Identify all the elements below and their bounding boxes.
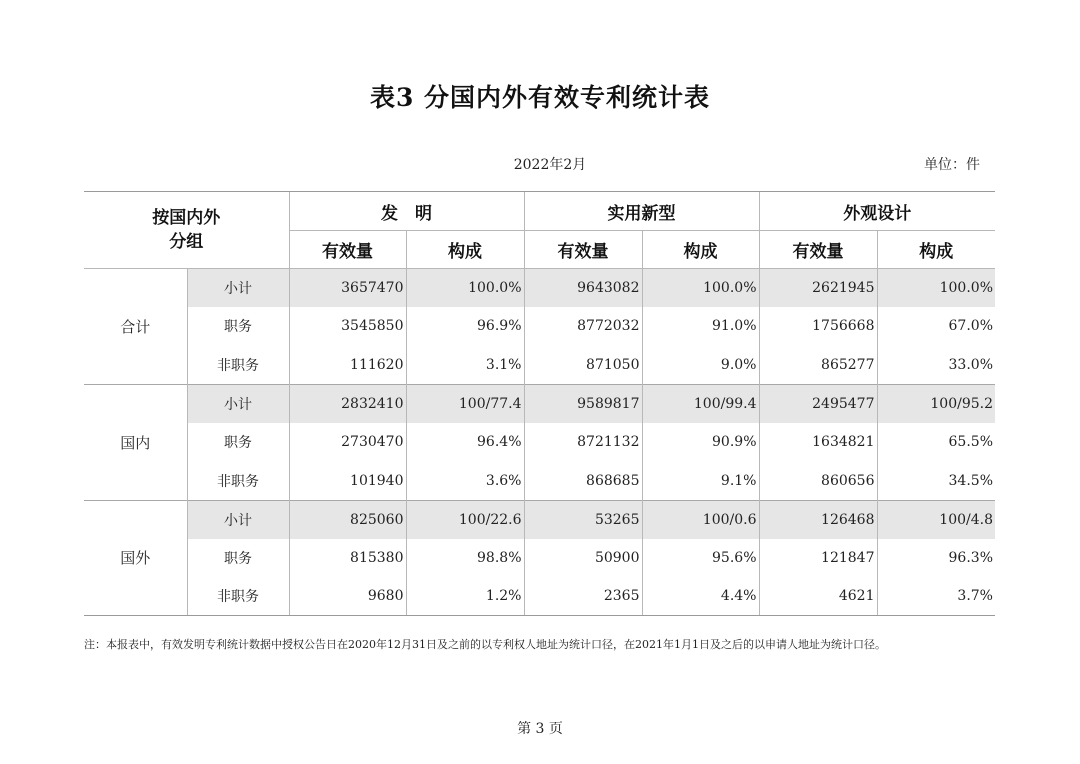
- category-header-utility-model: 实用新型: [524, 192, 759, 231]
- table-row: [84, 461, 995, 500]
- category-header-invention: 发 明: [289, 192, 524, 231]
- data-cell: 100.0%: [877, 269, 995, 308]
- data-cell: 100/4.8: [877, 500, 995, 539]
- data-cell: 8772032: [524, 307, 642, 346]
- page-number: 第 3 页: [517, 721, 563, 737]
- table-title: 表3 分国内外有效专利统计表: [369, 83, 711, 112]
- table-row: [84, 384, 995, 423]
- data-cell: 1756668: [759, 307, 877, 346]
- data-cell: 1634821: [759, 423, 877, 462]
- data-cell: 2832410: [289, 384, 406, 423]
- data-cell: 34.5%: [877, 461, 995, 500]
- data-cell: 65.5%: [877, 423, 995, 462]
- data-cell: 96.4%: [406, 423, 524, 462]
- row-label: 职务: [187, 539, 289, 578]
- data-cell: 3657470: [289, 269, 406, 308]
- group-name: 合计: [120, 317, 151, 336]
- data-cell: 100/77.4: [406, 384, 524, 423]
- data-cell: 100/99.4: [642, 384, 759, 423]
- data-cell: 101940: [289, 461, 406, 500]
- data-cell: 96.3%: [877, 539, 995, 578]
- footnote: 注：本报表中，有效发明专利统计数据中授权公告日在2020年12月31日及之前的以专利权人地址为统计口径，在2021年1月1日及之后的以申请人地址为统计口径。: [84, 638, 886, 651]
- row-label: 非职务: [187, 346, 289, 385]
- group-header-label: 按国内外 分组: [152, 208, 221, 252]
- data-cell: 100/22.6: [406, 500, 524, 539]
- data-cell: 98.8%: [406, 539, 524, 578]
- data-cell: 860656: [759, 461, 877, 500]
- data-cell: 3.6%: [406, 461, 524, 500]
- data-cell: 33.0%: [877, 346, 995, 385]
- data-cell: 868685: [524, 461, 642, 500]
- data-cell: 825060: [289, 500, 406, 539]
- table-row: [84, 577, 995, 616]
- data-cell: 2495477: [759, 384, 877, 423]
- subheader-valid-count: 有效量: [289, 231, 406, 269]
- row-label: 职务: [187, 423, 289, 462]
- data-cell: 100/95.2: [877, 384, 995, 423]
- data-cell: 100.0%: [642, 269, 759, 308]
- table-row: [84, 307, 995, 346]
- subheader-composition: 构成: [642, 231, 759, 269]
- data-cell: 90.9%: [642, 423, 759, 462]
- data-cell: 121847: [759, 539, 877, 578]
- data-cell: 2730470: [289, 423, 406, 462]
- data-cell: 111620: [289, 346, 406, 385]
- data-cell: 4621: [759, 577, 877, 616]
- subheader-valid-count: 有效量: [524, 231, 642, 269]
- data-cell: 3545850: [289, 307, 406, 346]
- data-cell: 865277: [759, 346, 877, 385]
- group-name: 国内: [84, 384, 187, 500]
- row-label: 非职务: [187, 577, 289, 616]
- unit-label: 单位：件: [924, 157, 980, 173]
- table-row: [84, 346, 995, 385]
- data-cell: 4.4%: [642, 577, 759, 616]
- data-cell: 9643082: [524, 269, 642, 308]
- patent-statistics-table: [84, 191, 995, 616]
- data-cell: 3.7%: [877, 577, 995, 616]
- table-row: [84, 539, 995, 578]
- data-cell: 100/0.6: [642, 500, 759, 539]
- data-cell: 100.0%: [406, 269, 524, 308]
- report-date: 2022年2月: [513, 157, 587, 173]
- group-name: 国外: [84, 500, 187, 616]
- data-cell: 126468: [759, 500, 877, 539]
- group-header: [84, 192, 289, 269]
- row-label: 小计: [187, 269, 289, 308]
- data-cell: 91.0%: [642, 307, 759, 346]
- row-label: 小计: [187, 384, 289, 423]
- data-cell: 9.1%: [642, 461, 759, 500]
- data-cell: 50900: [524, 539, 642, 578]
- data-cell: 815380: [289, 539, 406, 578]
- subheader-composition: 构成: [406, 231, 524, 269]
- data-cell: 95.6%: [642, 539, 759, 578]
- table-row: [84, 423, 995, 462]
- subheader-valid-count: 有效量: [759, 231, 877, 269]
- table-row: [84, 269, 995, 308]
- data-cell: 1.2%: [406, 577, 524, 616]
- row-label: 职务: [187, 307, 289, 346]
- data-cell: 3.1%: [406, 346, 524, 385]
- data-cell: 8721132: [524, 423, 642, 462]
- data-cell: 871050: [524, 346, 642, 385]
- data-cell: 2365: [524, 577, 642, 616]
- data-cell: 2621945: [759, 269, 877, 308]
- table-row: [84, 500, 995, 539]
- data-cell: 9.0%: [642, 346, 759, 385]
- data-cell: 9589817: [524, 384, 642, 423]
- row-label: 非职务: [187, 461, 289, 500]
- row-label: 小计: [187, 500, 289, 539]
- category-header-design: 外观设计: [759, 192, 995, 231]
- subheader-composition: 构成: [877, 231, 995, 269]
- data-cell: 67.0%: [877, 307, 995, 346]
- data-cell: 53265: [524, 500, 642, 539]
- data-cell: 96.9%: [406, 307, 524, 346]
- data-cell: 9680: [289, 577, 406, 616]
